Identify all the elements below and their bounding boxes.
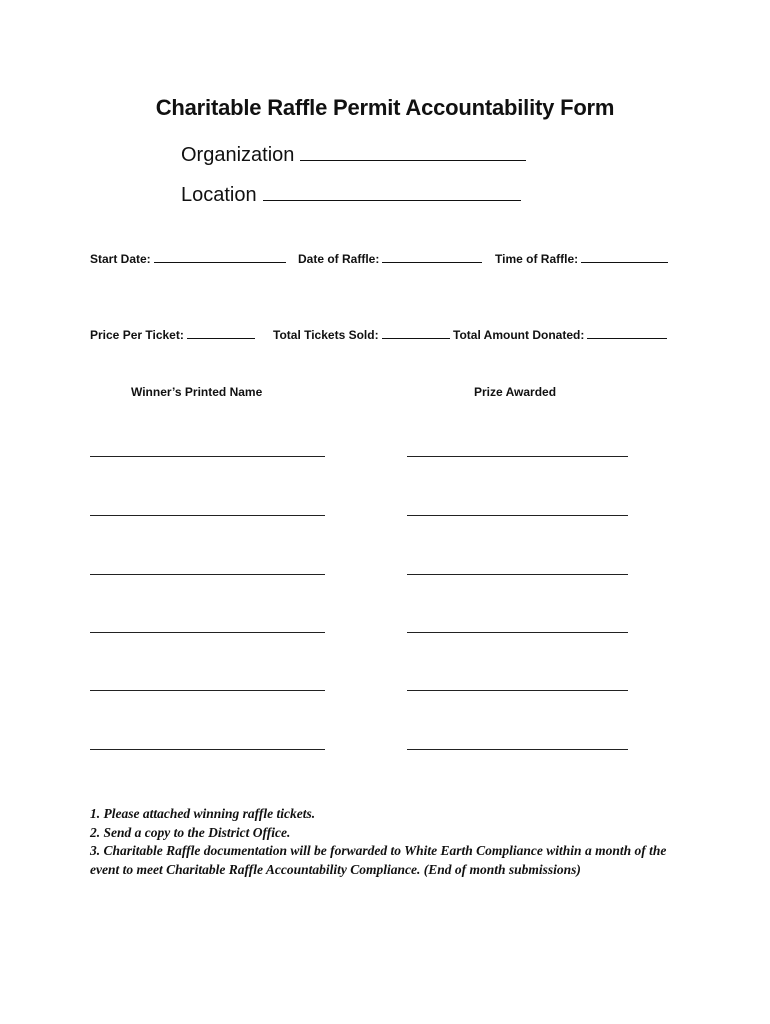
date-of-raffle-label: Date of Raffle:: [298, 252, 380, 266]
winner-name-line-2[interactable]: [90, 515, 325, 516]
price-per-ticket-blank[interactable]: [187, 327, 255, 339]
start-date-field: [90, 251, 286, 266]
total-tickets-sold-field: [273, 327, 450, 342]
time-of-raffle-field: [495, 251, 668, 266]
location-label: Location: [181, 184, 257, 206]
prize-column-header: Prize Awarded: [474, 385, 557, 399]
total-amount-donated-field: [453, 327, 667, 342]
winner-name-line-1[interactable]: [90, 456, 325, 457]
form-title: Charitable Raffle Permit Accountability Form: [155, 95, 615, 120]
winner-column-header: Winner’s Printed Name: [131, 385, 263, 399]
winner-name-line-3[interactable]: [90, 574, 325, 575]
winner-name-line-4[interactable]: [90, 632, 325, 633]
price-per-ticket-field: [90, 327, 255, 342]
time-of-raffle-blank[interactable]: [581, 251, 668, 263]
prize-line-2[interactable]: [407, 515, 628, 516]
organization-field: [181, 140, 526, 167]
start-date-blank[interactable]: [154, 251, 286, 263]
total-tickets-sold-blank[interactable]: [382, 327, 450, 339]
prize-line-4[interactable]: [407, 632, 628, 633]
prize-line-3[interactable]: [407, 574, 628, 575]
total-amount-donated-blank[interactable]: [587, 327, 667, 339]
note-2: 2. Send a copy to the District Office.: [90, 824, 291, 840]
organization-blank[interactable]: [300, 140, 526, 161]
organization-label: Organization: [181, 144, 295, 166]
price-per-ticket-label: Price Per Ticket:: [90, 328, 184, 342]
note-3: 3. Charitable Raffle documentation will be forwarded to White Earth Compliance within a month of the event to meet Charitable Raffle Accountability Compliance. (End of month submissions): [90, 843, 667, 877]
winner-name-line-5[interactable]: [90, 690, 325, 691]
winner-name-line-6[interactable]: [90, 749, 325, 750]
start-date-label: Start Date:: [90, 252, 151, 266]
total-tickets-sold-label: Total Tickets Sold:: [273, 328, 379, 342]
total-amount-donated-label: Total Amount Donated:: [453, 328, 585, 342]
location-field: [181, 180, 521, 207]
prize-line-5[interactable]: [407, 690, 628, 691]
note-1: 1. Please attached winning raffle tickets.: [90, 806, 316, 821]
prize-line-1[interactable]: [407, 456, 628, 457]
time-of-raffle-label: Time of Raffle:: [495, 252, 579, 266]
date-of-raffle-blank[interactable]: [382, 251, 482, 263]
instructions-notes: [90, 805, 670, 879]
location-blank[interactable]: [263, 180, 521, 201]
prize-line-6[interactable]: [407, 749, 628, 750]
date-of-raffle-field: [298, 251, 482, 266]
